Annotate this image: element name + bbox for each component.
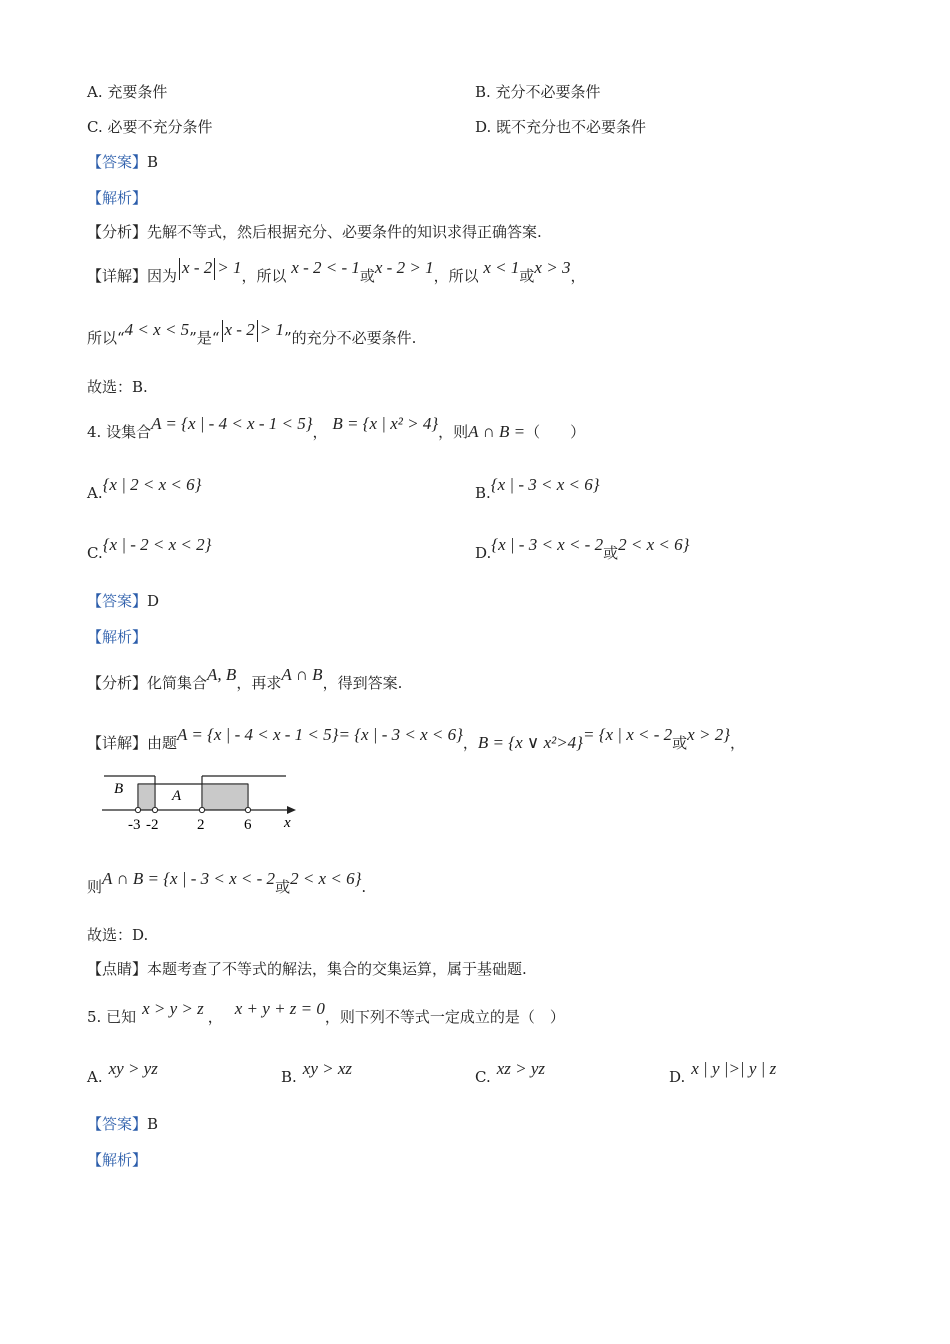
answer-value: D: [147, 592, 160, 610]
q3-fenxi: [87, 222, 542, 242]
math-set-b-simplified: x > 2}: [687, 725, 730, 744]
q5-analysis-heading: [87, 1150, 147, 1170]
tick-label: 2: [197, 817, 205, 832]
detail-text: ，所以: [241, 267, 287, 285]
or-text: 或: [359, 267, 375, 285]
math-sets: A, B: [207, 665, 237, 684]
detail-tag: 【详解】: [87, 267, 148, 285]
answer-tag: 【答案】: [87, 1115, 148, 1133]
q5-answer: [87, 1114, 158, 1134]
math-set-a-simplified: = {x | - 3 < x < 6}: [338, 725, 463, 744]
q5-option-c: C. xz > yz: [475, 1059, 546, 1086]
q3-option-c: C. 必要不充分条件: [87, 118, 213, 136]
math-intersection-result: 2 < x < 6}: [290, 869, 362, 888]
q3-detail-line2: [87, 320, 417, 350]
detail-text: ”的充分不必要条件.: [283, 329, 417, 347]
intersection-expr: A ∩ B =: [468, 422, 526, 441]
detail-text: 所以“: [87, 329, 125, 347]
option-math: xz > yz: [496, 1059, 546, 1078]
answer-value: B: [147, 1115, 159, 1133]
answer-tag: 【答案】: [87, 592, 148, 610]
math-inequality: x > 3: [534, 258, 571, 277]
detail-text: ”是“: [189, 329, 220, 347]
q4-analysis-heading: [87, 627, 147, 647]
detail-tag: 【详解】: [87, 734, 148, 752]
q4-option-c: C.{x | - 2 < x < 2}: [87, 535, 212, 562]
q4-choice: 故选：D.: [87, 926, 149, 944]
detail-text: ，所以: [433, 267, 479, 285]
option-math: xy > xz: [302, 1059, 353, 1078]
math-intersection-result: A ∩ B = {x | - 3 < x < - 2: [102, 869, 276, 888]
detail-text: ，: [570, 267, 586, 285]
math-set-b: B = {x ∨ x²>4}: [477, 733, 583, 752]
q3-answer: [87, 152, 158, 172]
math-inequality: 4 < x < 5: [124, 320, 190, 339]
q4-comment: 【点睛】本题考查了不等式的解法，集合的交集运算，属于基础题.: [87, 960, 527, 978]
abs-expression: x - 2 > 1: [177, 258, 241, 277]
option-math: {x | - 2 < x < 2}: [102, 535, 212, 554]
math-set-a: A = {x | - 4 < x - 1 < 5}: [177, 725, 339, 744]
intersection-region-left: [138, 784, 155, 810]
q3-option-a: A. 充要条件: [87, 83, 168, 101]
q3-option-b: B. 充分不必要条件: [475, 83, 601, 101]
math-condition: x > y > z: [142, 999, 204, 1018]
label-a: A: [172, 788, 182, 804]
tick-label: -3: [128, 817, 141, 832]
q4-fenxi: 【分析】化简集合A, B，再求A ∩ B，得到答案.: [87, 665, 403, 692]
or-text: 或: [519, 267, 535, 285]
axis-arrow-icon: [287, 806, 296, 814]
analysis-tag: 【解析】: [87, 189, 148, 207]
q5-option-a: A. xy > yz: [87, 1059, 158, 1086]
q5-stem: 5. 已知 x > y > z ， x + y + z = 0，则下列不等式一定成立的是（ ）: [87, 999, 565, 1026]
option-math: {x | 2 < x < 6}: [102, 475, 202, 494]
math-intersection: A ∩ B: [281, 665, 323, 684]
axis-label: x: [284, 815, 291, 831]
analysis-tag: 【解析】: [87, 628, 148, 646]
q5-option-d: D. x | y |>| y | z: [669, 1059, 777, 1086]
answer-value: B: [147, 153, 159, 171]
q5-option-b: B. xy > xz: [281, 1059, 353, 1086]
q3-analysis-heading: [87, 188, 147, 208]
stem-text: （ ）: [525, 423, 586, 441]
q4-option-d: D.{x | - 3 < x < - 2或2 < x < 6}: [475, 535, 690, 562]
math-inequality: x < 1: [483, 258, 520, 277]
fenxi-tag: 【分析】: [87, 223, 148, 241]
detail-text: 因为: [147, 267, 178, 285]
q3-detail-line1: [87, 258, 586, 288]
comment-tag: 【点睛】: [87, 960, 148, 978]
q4-option-a: A.{x | 2 < x < 6}: [87, 475, 202, 502]
option-math: 2 < x < 6}: [618, 535, 690, 554]
q4-result: 则A ∩ B = {x | - 3 < x < - 2或2 < x < 6}.: [87, 869, 367, 896]
math-inequality: x - 2 < - 1: [291, 258, 360, 277]
q4-option-b: B.{x | - 3 < x < 6}: [475, 475, 600, 502]
label-b: B: [114, 781, 124, 797]
fenxi-text: 先解不等式，然后根据充分、必要条件的知识求得正确答案.: [147, 223, 542, 241]
q4-stem: [87, 414, 586, 442]
set-b: B = {x | x² > 4}: [332, 414, 439, 433]
option-math: x | y |>| y | z: [691, 1059, 777, 1078]
option-math: {x | - 3 < x < 6}: [490, 475, 600, 494]
abs-expression: x - 2 > 1: [220, 320, 284, 339]
stem-text: ，: [312, 423, 328, 441]
set-a: A = {x | - 4 < x - 1 < 5}: [151, 414, 313, 433]
q3-choice: 故选：B.: [87, 378, 148, 396]
stem-text: ，则: [438, 423, 469, 441]
q4-answer: [87, 591, 159, 611]
q4-detail: 【详解】由题A = {x | - 4 < x - 1 < 5}= {x | - 3 < x < 6}，B = {x ∨ x²>4}= {x | x < - 2或x > 2}，: [87, 725, 746, 752]
math-inequality: x - 2 > 1: [374, 258, 434, 277]
math-set-b-simplified: = {x | x < - 2: [582, 725, 673, 744]
number-line-diagram: [98, 770, 308, 832]
tick-label: 6: [244, 817, 252, 832]
fenxi-tag: 【分析】: [87, 674, 148, 692]
intersection-region-right: [202, 784, 248, 810]
tick-label: -2: [146, 817, 159, 832]
q3-option-d: D. 既不充分也不必要条件: [475, 118, 647, 136]
option-math: {x | - 3 < x < - 2: [491, 535, 604, 554]
option-math: xy > yz: [108, 1059, 158, 1078]
math-condition: x + y + z = 0: [234, 999, 325, 1018]
stem-text: 4. 设集合: [87, 423, 152, 441]
analysis-tag: 【解析】: [87, 1151, 148, 1169]
answer-tag: 【答案】: [87, 153, 148, 171]
